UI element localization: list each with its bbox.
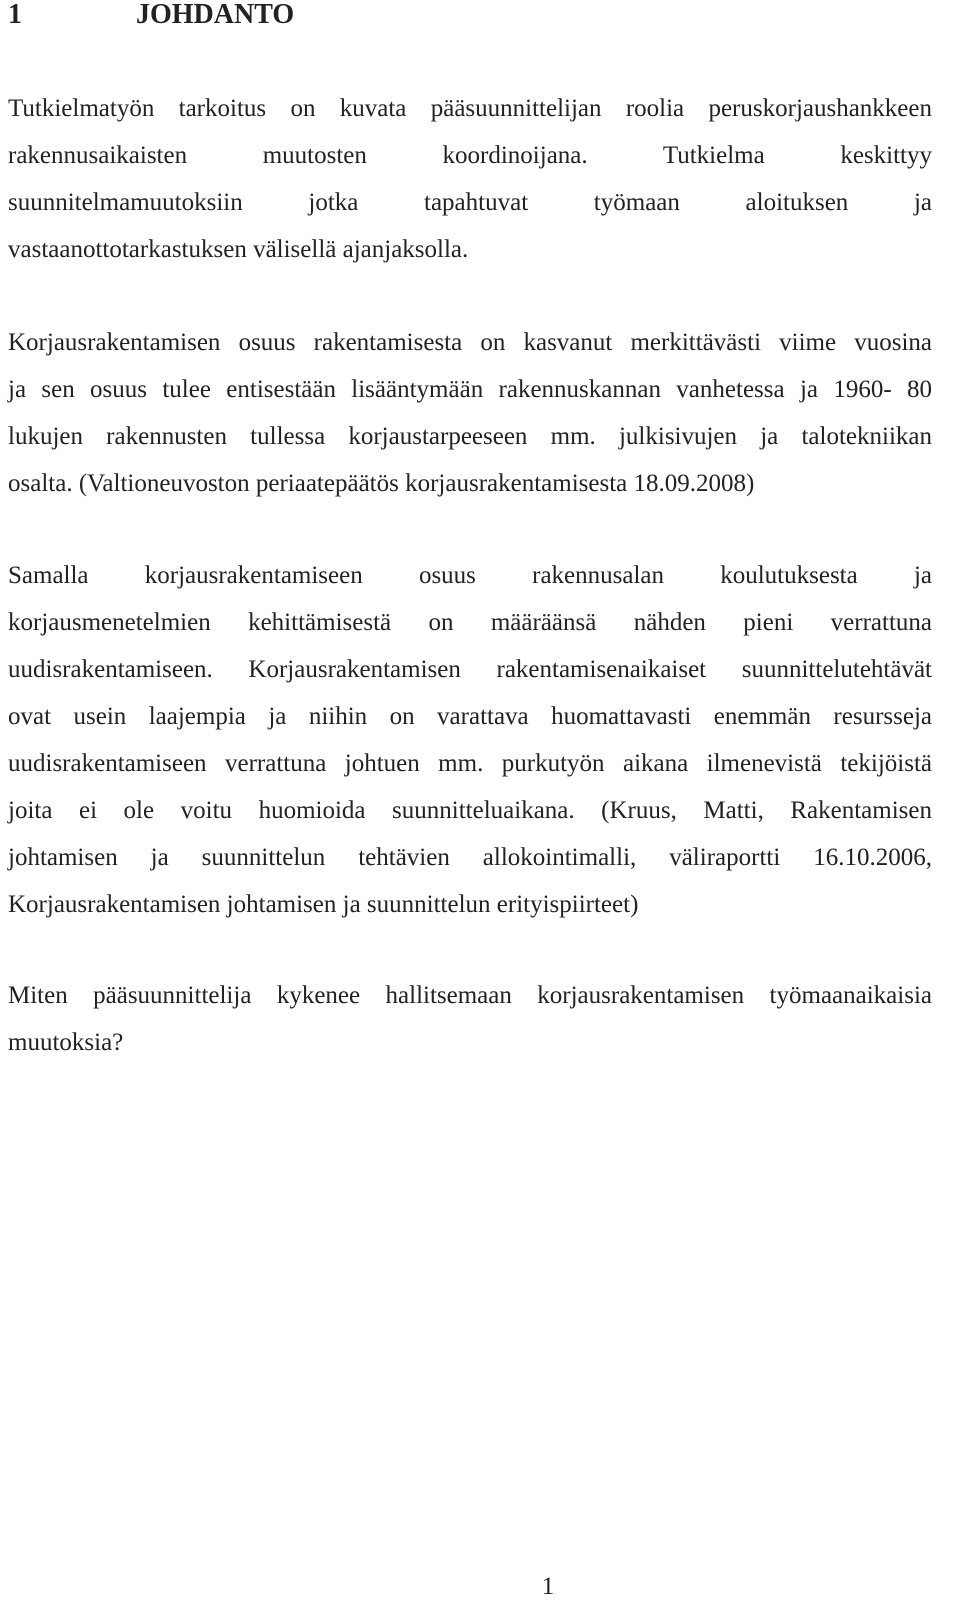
chapter-number: 1 [8,0,22,30]
text-line: Miten pääsuunnittelija kykenee hallitsemaan korjausrakentamisen työmaanaikaisia [8,982,932,1009]
text-line: suunnitelmamuutoksiin jotka tapahtuvat työmaan aloituksen ja [8,189,932,216]
chapter-heading [8,0,294,30]
text-line: uudisrakentamiseen. Korjausrakentamisen rakentamisenaikaiset suunnittelutehtävät [8,656,932,683]
text-line: uudisrakentamiseen verrattuna johtuen mm. purkutyön aikana ilmenevistä tekijöistä [8,750,932,777]
text-line: joita ei ole voitu huomioida suunnitteluaikana. (Kruus, Matti, Rakentamisen [8,797,932,824]
paragraph-purpose [8,85,932,273]
text-line: rakennusaikaisten muutosten koordinoijana. Tutkielma keskittyy [8,142,932,169]
text-line: osalta. (Valtioneuvoston periaatepäätös korjausrakentamisesta 18.09.2008) [8,470,755,497]
paragraph-education [8,552,932,928]
text-line: Samalla korjausrakentamiseen osuus rakennusalan koulutuksesta ja [8,562,932,589]
text-line: muutoksia? [8,1029,124,1056]
chapter-title: JOHDANTO [136,0,295,30]
text-line: Korjausrakentamisen osuus rakentamisesta on kasvanut merkittävästi viime vuosina [8,329,932,356]
text-line: korjausmenetelmien kehittämisestä on määräänsä nähden pieni verrattuna [8,609,932,636]
text-line: ja sen osuus tulee entisestään lisääntymään rakennuskannan vanhetessa ja 1960- 80 [8,376,932,403]
document-page [8,0,932,1613]
page-number: 1 [541,1573,555,1600]
text-line: Korjausrakentamisen johtamisen ja suunnittelun erityispiirteet) [8,891,639,918]
paragraph-research-question [8,972,932,1066]
text-line: ovat usein laajempia ja niihin on varattava huomattavasti enemmän resursseja [8,703,932,730]
text-line: lukujen rakennusten tullessa korjaustarpeeseen mm. julkisivujen ja talotekniikan [8,423,932,450]
text-line: johtamisen ja suunnittelun tehtävien allokointimalli, väliraportti 16.10.2006, [8,844,932,871]
text-line: vastaanottotarkastuksen välisellä ajanjaksolla. [8,236,469,263]
paragraph-renovation-share [8,319,932,507]
text-line: Tutkielmatyön tarkoitus on kuvata pääsuunnittelijan roolia peruskorjaushankkeen [8,95,932,122]
